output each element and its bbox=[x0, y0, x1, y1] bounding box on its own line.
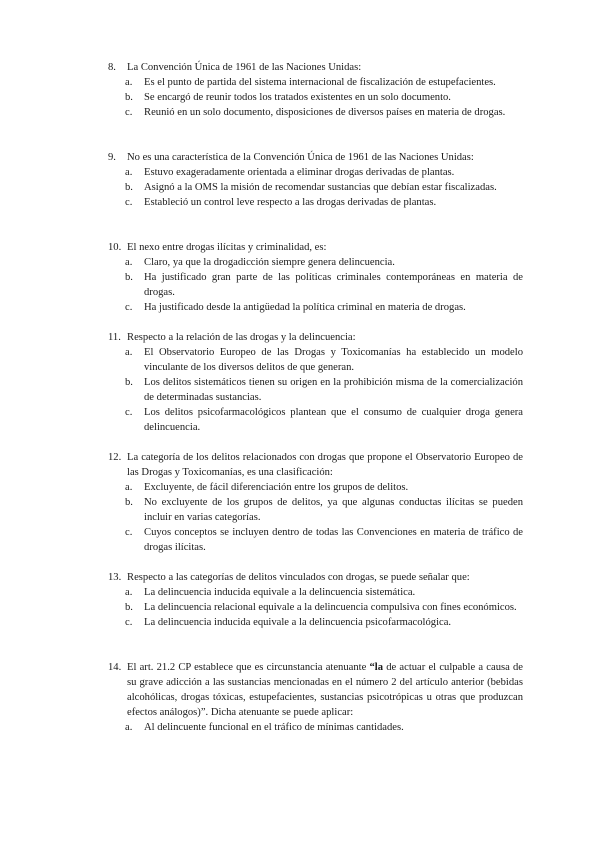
option-c bbox=[108, 525, 523, 555]
question-number: 11. bbox=[108, 332, 121, 343]
question-12 bbox=[108, 450, 523, 555]
option-a bbox=[108, 720, 523, 735]
option-text: Estuvo exageradamente orientada a eliminar drogas derivadas de plantas. bbox=[144, 167, 455, 178]
option-b bbox=[108, 495, 523, 525]
option-a bbox=[108, 165, 523, 180]
option-letter: c. bbox=[125, 302, 133, 313]
option-letter: a. bbox=[125, 482, 133, 493]
option-c bbox=[108, 615, 523, 630]
option-text: Los delitos psicofarmacológicos plantean que el consumo de cualquier droga genera delincuencia. bbox=[144, 407, 523, 433]
question-text-middle: de actuar el culpable a causa de su grave adicción a las sustancias mencionadas en el número 2 del artículo anterior (bebidas alcohólicas, drogas tóxicas, estupefacientes, sustancias psicotrópicas u otras que bbox=[127, 662, 524, 703]
option-letter: c. bbox=[125, 407, 133, 418]
option-letter: b. bbox=[125, 272, 133, 283]
question-text: Respecto a las categorías de delitos vinculados con drogas, se puede señalar que: bbox=[127, 572, 470, 583]
option-b bbox=[108, 90, 523, 105]
option-text: Asignó a la OMS la misión de recomendar sustancias que debían estar fiscalizadas. bbox=[144, 182, 497, 193]
option-letter: c. bbox=[125, 617, 133, 628]
option-text: Los delitos sistemáticos tienen su origen en la prohibición misma de la comercialización de determinadas sustancias. bbox=[144, 377, 523, 403]
option-text: Al delincuente funcional en el tráfico de mínimas cantidades. bbox=[144, 722, 404, 733]
question-text-emphasis: produzcan efectos análogos)”. Dicha atenuante se puede bbox=[127, 692, 523, 718]
option-letter: a. bbox=[125, 722, 133, 733]
question-13 bbox=[108, 570, 523, 630]
option-letter: b. bbox=[125, 92, 133, 103]
option-letter: a. bbox=[125, 257, 133, 268]
option-text: Excluyente, de fácil diferenciación entre los grupos de delitos. bbox=[144, 482, 409, 493]
question-text-start: El art. 21.2 CP establece que es circunstancia atenuante bbox=[127, 662, 370, 673]
option-letter: a. bbox=[125, 77, 133, 88]
option-a bbox=[108, 345, 523, 375]
option-c bbox=[108, 405, 523, 435]
option-a bbox=[108, 255, 523, 270]
option-text: Ha justificado gran parte de las políticas criminales contemporáneas en materia de drogas. bbox=[144, 272, 523, 298]
option-text: No excluyente de los grupos de delitos, ya que algunas conductas ilícitas se pueden incluir en varias categorías. bbox=[144, 497, 523, 523]
option-b bbox=[108, 375, 523, 405]
question-text: El nexo entre drogas ilícitas y criminalidad, es: bbox=[127, 242, 327, 253]
option-b bbox=[108, 180, 523, 195]
question-text: No es una característica de la Convención Única de 1961 de las Naciones Unidas: bbox=[127, 152, 474, 163]
question-9 bbox=[108, 150, 523, 210]
option-text: Ha justificado desde la antigüedad la política criminal en materia de drogas. bbox=[144, 302, 466, 313]
option-letter: b. bbox=[125, 602, 133, 613]
option-letter: c. bbox=[125, 107, 133, 118]
question-number: 9. bbox=[108, 152, 116, 163]
option-text: Es el punto de partida del sistema internacional de fiscalización de estupefacientes. bbox=[144, 77, 496, 88]
option-a bbox=[108, 585, 523, 600]
option-text: Cuyos conceptos se incluyen dentro de todas las Convenciones en materia de tráfico de drogas ilícitas. bbox=[144, 527, 523, 553]
question-number: 8. bbox=[108, 62, 116, 73]
option-text: La delincuencia inducida equivale a la delincuencia psicofarmacológica. bbox=[144, 617, 452, 628]
option-text: Claro, ya que la drogadicción siempre genera delincuencia. bbox=[144, 257, 395, 268]
option-letter: c. bbox=[125, 527, 133, 538]
question-number: 12. bbox=[108, 452, 122, 463]
question-10 bbox=[108, 240, 523, 315]
option-c bbox=[108, 105, 523, 120]
option-c bbox=[108, 195, 523, 210]
option-a bbox=[108, 480, 523, 495]
option-text: La delincuencia relacional equivale a la delincuencia compulsiva con fines económicos. bbox=[144, 602, 517, 613]
option-a bbox=[108, 75, 523, 90]
option-letter: b. bbox=[125, 182, 133, 193]
option-letter: a. bbox=[125, 347, 133, 358]
question-number: 13. bbox=[108, 572, 122, 583]
option-text: El Observatorio Europeo de las Drogas y Toxicomanías ha establecido un modelo vinculante de los diversos delitos de que generan. bbox=[144, 347, 523, 373]
option-text: Estableció un control leve respecto a las drogas derivadas de plantas. bbox=[144, 197, 437, 208]
question-number: 10. bbox=[108, 242, 122, 253]
question-11 bbox=[108, 330, 523, 435]
question-text: Respecto a la relación de las drogas y la delincuencia: bbox=[127, 332, 356, 343]
option-text: La delincuencia inducida equivale a la delincuencia sistemática. bbox=[144, 587, 416, 598]
option-b bbox=[108, 270, 523, 300]
question-text-end: aplicar: bbox=[318, 707, 354, 718]
question-8 bbox=[108, 60, 523, 120]
option-letter: b. bbox=[125, 497, 133, 508]
question-number: 14. bbox=[108, 662, 122, 673]
option-text: Reunió en un solo documento, disposiciones de diversos países en materia de drogas. bbox=[144, 107, 506, 118]
option-letter: a. bbox=[125, 587, 133, 598]
question-text: La categoría de los delitos relacionados con drogas que propone el Observatorio Europeo de las Drogas y Toxicomanías, es una clasificación: bbox=[127, 452, 523, 478]
option-c bbox=[108, 300, 523, 315]
option-letter: a. bbox=[125, 167, 133, 178]
option-letter: b. bbox=[125, 377, 133, 388]
option-letter: c. bbox=[125, 197, 133, 208]
question-14 bbox=[108, 660, 523, 735]
quote-open: “la bbox=[369, 662, 384, 673]
option-b bbox=[108, 600, 523, 615]
option-text: Se encargó de reunir todos los tratados existentes en un solo documento. bbox=[144, 92, 451, 103]
question-text: La Convención Única de 1961 de las Naciones Unidas: bbox=[127, 62, 362, 73]
